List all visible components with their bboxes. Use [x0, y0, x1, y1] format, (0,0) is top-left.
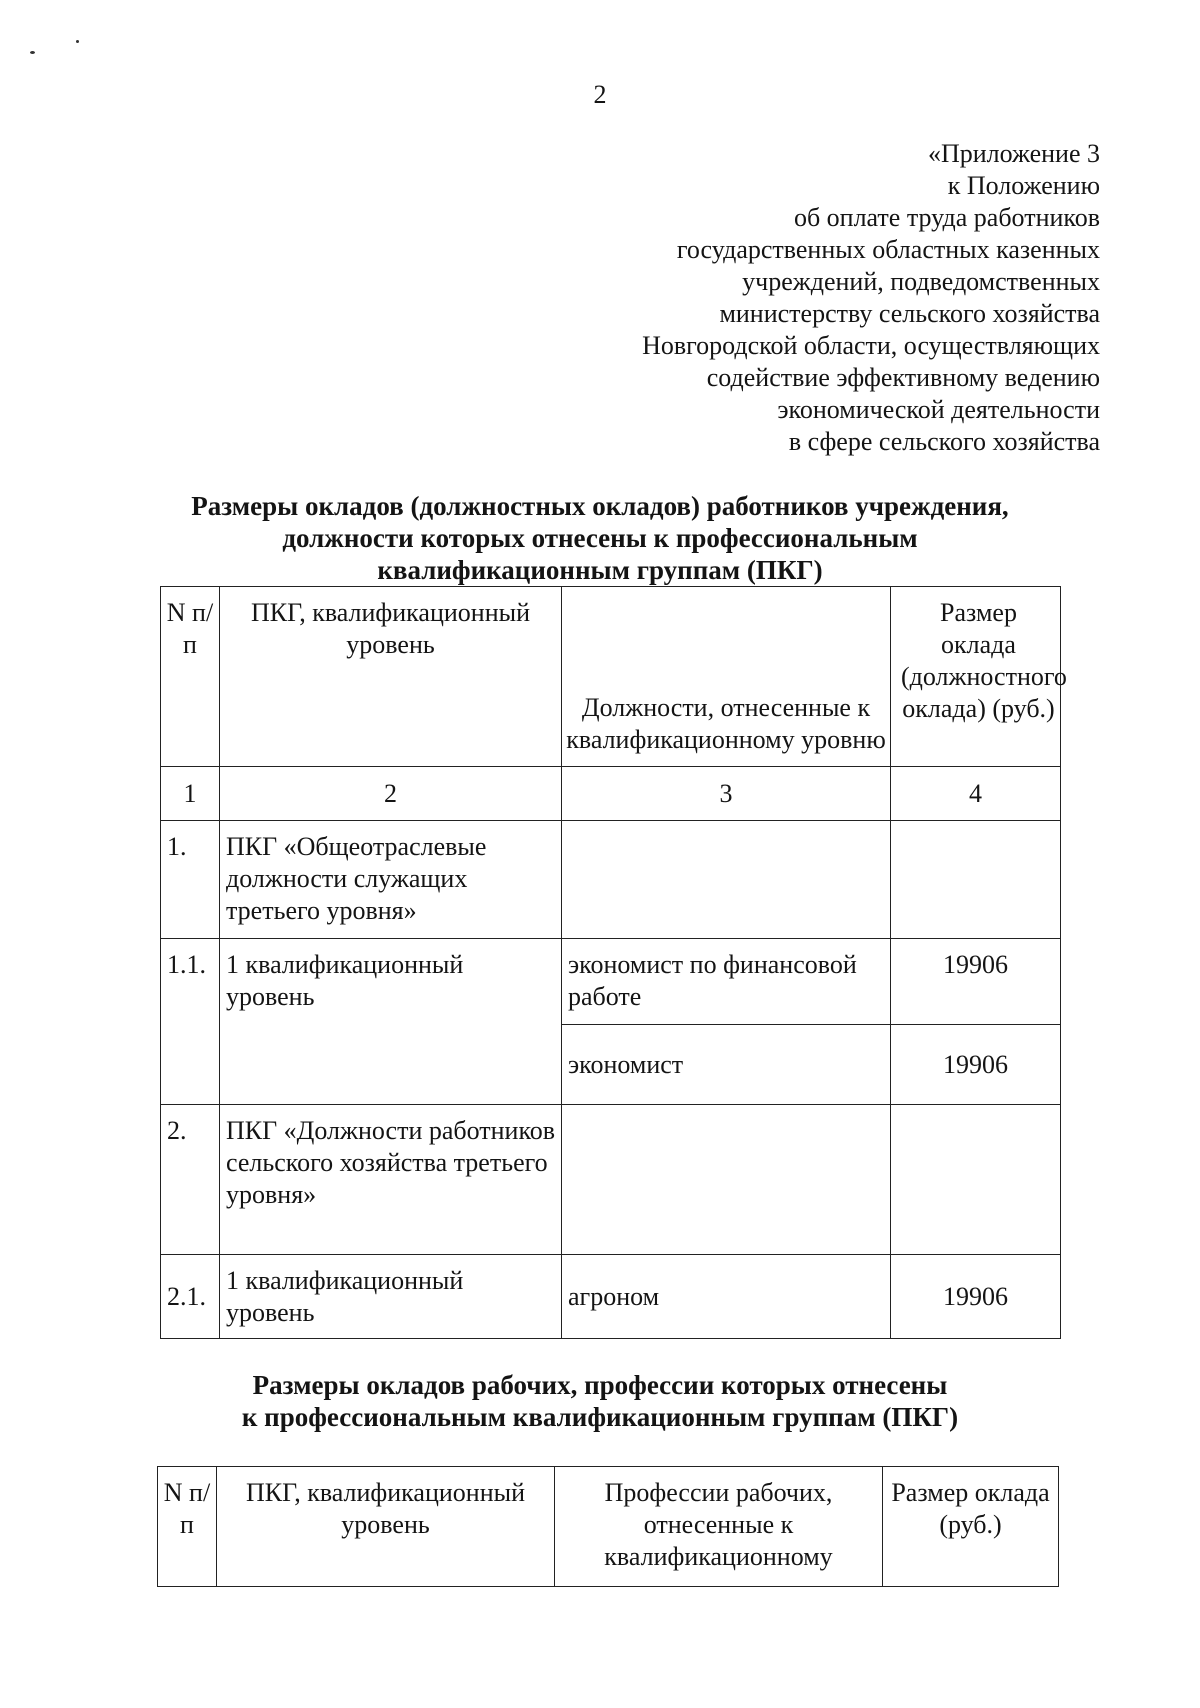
column-number: 1 — [161, 767, 220, 821]
row-pkg: 1 квалификационный уровень — [220, 1255, 562, 1339]
appendix-header — [642, 138, 1100, 458]
row-num: 1.1. — [161, 939, 220, 1105]
page-number: 2 — [593, 80, 607, 109]
row-pkg: 1 квалификационный уровень — [220, 939, 562, 1105]
appendix-line: «Приложение 3 — [927, 139, 1100, 168]
row-positions-empty — [562, 821, 891, 939]
scan-speck — [30, 51, 35, 54]
position-salary: 19906 — [891, 939, 1061, 1025]
position-title: экономист — [562, 1025, 891, 1105]
row-num: 2. — [161, 1105, 220, 1255]
section1-title — [150, 490, 1050, 586]
appendix-line: в сфере сельского хозяйства — [788, 427, 1100, 456]
header-salary: Размер оклада (должностного оклада) (руб.) — [891, 587, 1061, 767]
position-salary: 19906 — [891, 1255, 1061, 1339]
appendix-line: об оплате труда работников — [793, 203, 1100, 232]
row-positions-empty — [562, 1105, 891, 1255]
section1-title-line: Размеры окладов (должностных окладов) работников учреждения, — [191, 491, 1009, 521]
header-pkg: ПКГ, квалификационный уровень — [217, 1467, 555, 1587]
header-num: N п/п — [158, 1467, 217, 1587]
position-title: экономист по финансовой работе — [562, 939, 891, 1025]
row-salary-empty — [891, 1105, 1061, 1255]
column-number: 3 — [562, 767, 891, 821]
appendix-line: содействие эффективному ведению — [706, 363, 1100, 392]
appendix-line: к Положению — [947, 171, 1100, 200]
row-pkg: ПКГ «Должности работников сельского хозяйства третьего уровня» — [220, 1105, 562, 1255]
salary-table-workers — [157, 1466, 1059, 1587]
scan-speck — [76, 40, 79, 43]
row-num: 1. — [161, 821, 220, 939]
appendix-line: министерству сельского хозяйства — [719, 299, 1100, 328]
section1-title-line: должности которых отнесены к профессиональным — [282, 523, 918, 553]
header-salary: Размер оклада (руб.) — [883, 1467, 1059, 1587]
header-pkg: ПКГ, квалификационный уровень — [220, 587, 562, 767]
salary-table-employees — [160, 586, 1067, 1339]
appendix-line: Новгородской области, осуществляющих — [642, 331, 1100, 360]
column-number: 2 — [220, 767, 562, 821]
row-salary-empty — [891, 821, 1061, 939]
position-title: агроном — [562, 1255, 891, 1339]
position-salary: 19906 — [891, 1025, 1061, 1105]
section2-title — [150, 1369, 1050, 1433]
appendix-line: государственных областных казенных — [676, 235, 1100, 264]
header-positions: Должности, отнесенные к квалификационному уровню — [562, 587, 891, 767]
appendix-line: экономической деятельности — [777, 395, 1100, 424]
row-num: 2.1. — [161, 1255, 220, 1339]
section2-title-line: к профессиональным квалификационным группам (ПКГ) — [241, 1402, 959, 1432]
column-number: 4 — [891, 767, 1061, 821]
section1-title-line: квалификационным группам (ПКГ) — [377, 555, 823, 585]
header-professions: Профессии рабочих, отнесенные к квалификационному — [555, 1467, 883, 1587]
header-num: N п/п — [161, 587, 220, 767]
row-pkg: ПКГ «Общеотраслевые должности служащих третьего уровня» — [220, 821, 562, 939]
section2-title-line: Размеры окладов рабочих, профессии которых отнесены — [252, 1370, 948, 1400]
appendix-line: учреждений, подведомственных — [742, 267, 1100, 296]
